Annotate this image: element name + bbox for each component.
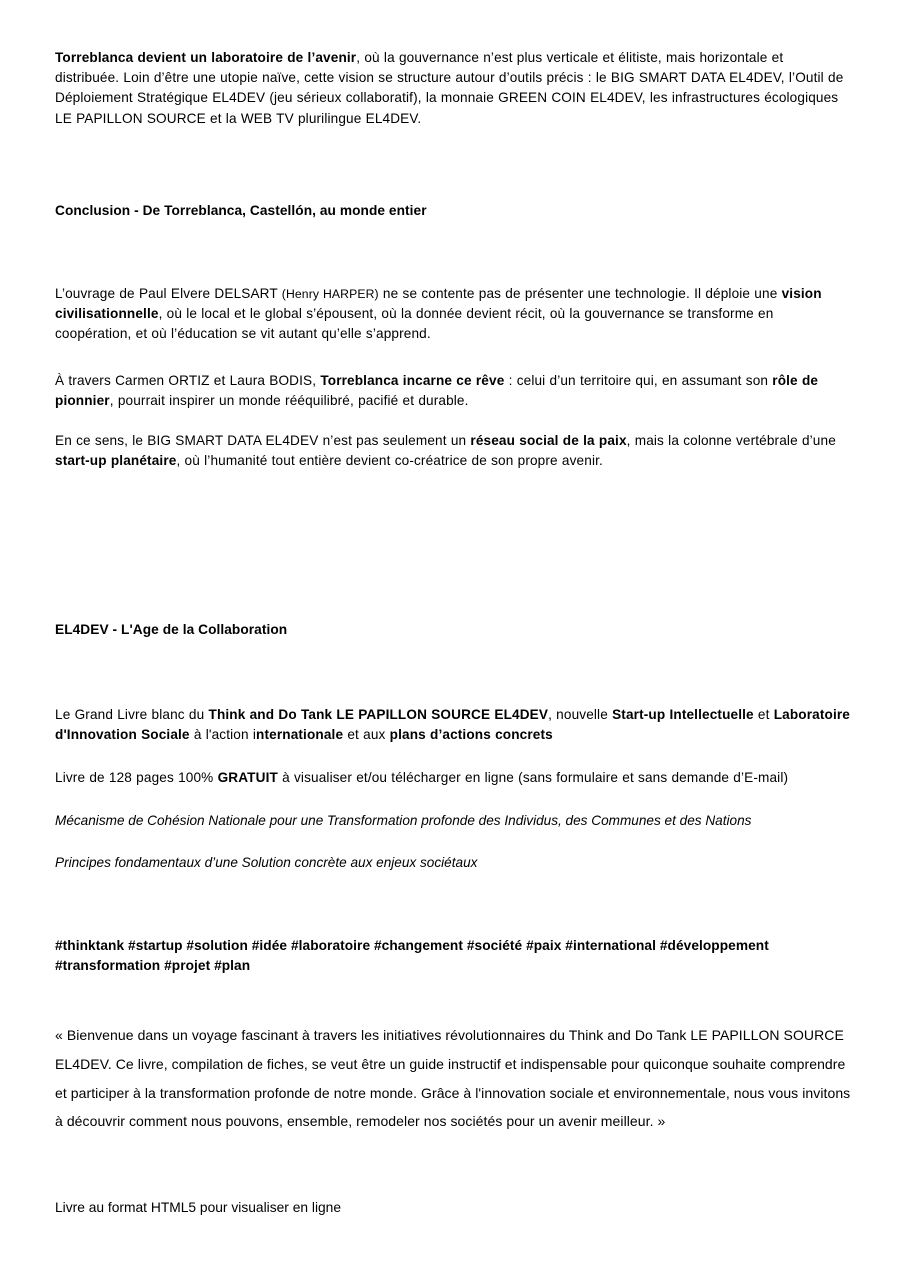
conclusion-paragraph-1-block xyxy=(55,284,850,345)
cp1-part-3: , où le local et le global s’épousent, où la donnée devient récit, où la gouvernance se transforme en coopération, et où l’éducation se vit autant qu’elle s’apprend. xyxy=(55,306,774,342)
quote-block-container xyxy=(55,1021,855,1136)
cp2-part-1: À travers Carmen ORTIZ et Laura BODIS, xyxy=(55,373,321,388)
cp3-part-3: , où l’humanité tout entière devient co-créatrice de son propre avenir. xyxy=(176,453,603,469)
footer-line-block xyxy=(55,1198,850,1218)
italic-line-2: Principes fondamentaux d’une Solution concrète aux enjeux sociétaux xyxy=(55,855,478,870)
conclusion-heading: Conclusion - De Torreblanca, Castellón, au monde entier xyxy=(55,203,427,218)
ep-bold-2: Start-up Intellectuelle xyxy=(612,707,754,722)
cp3-part-1: En ce sens, le BIG SMART DATA EL4DEV n’est pas seulement un xyxy=(55,433,471,448)
cp3-bold-2: start-up planétaire xyxy=(55,453,177,469)
intro-paragraph-block xyxy=(55,48,850,129)
cp1-part-1: L’ouvrage de Paul Elvere DELSART xyxy=(55,286,282,301)
conclusion-paragraph-2 xyxy=(55,371,850,411)
author-alias: (Henry HARPER) xyxy=(281,287,379,301)
conclusion-heading-block xyxy=(55,201,850,221)
ep-bold-5: plans d’actions concrets xyxy=(389,727,553,743)
ep-bold-1: Think and Do Tank LE PAPILLON SOURCE EL4DEV xyxy=(208,707,549,722)
ep-part-3: et xyxy=(753,707,774,722)
conclusion-paragraph-3 xyxy=(55,431,850,471)
conclusion-paragraph-1 xyxy=(55,284,850,345)
intro-paragraph xyxy=(55,48,850,129)
cp3-part-2: , mais la colonne vertébrale d’une xyxy=(626,433,836,448)
cp2-part-3: , pourrait inspirer un monde rééquilibré, pacifié et durable. xyxy=(109,393,469,409)
cp2-part-2: : celui d’un territoire qui, en assumant son xyxy=(504,373,773,388)
italic-line-1: Mécanisme de Cohésion Nationale pour une Transformation profonde des Individus, des Communes et des Nations xyxy=(55,813,752,828)
gratuit-line-block xyxy=(55,768,850,788)
ep-part-4: à l'action i xyxy=(189,727,257,743)
el4dev-heading-block xyxy=(55,620,850,640)
quote-block: « Bienvenue dans un voyage fascinant à travers les initiatives révolutionnaires du Think and Do Tank LE PAPILLON SOURCE EL4DEV. Ce livre, compilation de fiches, se veut être un guide instructif et indispensable pour quiconque souhaite comprendre et participer à la transformation profonde de notre monde. Grâce à l'innovation sociale et environnementale, nous vous invitons à découvrir comment nous pouvons, ensemble, remodeler nos sociétés pour un avenir meilleur. » xyxy=(55,1027,851,1130)
cp1-part-2: ne se contente pas de présenter une technologie. Il déploie une xyxy=(378,286,782,301)
ep-part-5: et aux xyxy=(343,727,390,743)
footer-line: Livre au format HTML5 pour visualiser en ligne xyxy=(55,1200,342,1215)
el4dev-paragraph-block xyxy=(55,705,850,745)
intro-rest-text: , où la gouvernance n’est plus verticale et élitiste, mais horizontale et distribuée. Loin d’être une utopie naïve, cette vision se structure autour d’outils précis : le BIG SMART DATA EL4DEV, l’Outil de Déploiement Stratégique EL4DEV (jeu sérieux collaboratif), la monnaie GREEN COIN EL4DEV, les infrastructures écologiques LE PAPILLON SOURCE et la WEB TV plurilingue EL4DEV. xyxy=(55,50,844,126)
italic-line-2-block xyxy=(55,853,850,873)
cp2-bold-2: rôle de pionnier xyxy=(55,373,819,409)
conclusion-paragraph-3-block xyxy=(55,431,850,471)
el4dev-paragraph xyxy=(55,705,850,745)
cp1-bold-1: vision civilisationnelle xyxy=(55,286,822,322)
gr-part-1: Livre de 128 pages 100% xyxy=(55,770,218,785)
ep-bold-4: nternationale xyxy=(256,727,344,743)
italic-line-1-block xyxy=(55,811,850,831)
intro-bold-lead: Torreblanca devient un laboratoire de l’avenir xyxy=(55,50,357,65)
cp2-bold-1: Torreblanca incarne ce rêve xyxy=(320,373,505,388)
conclusion-paragraph-2-block xyxy=(55,371,850,411)
hashtags-line: #thinktank #startup #solution #idée #laboratoire #changement #société #paix #international #développement #transformation #projet #plan xyxy=(55,938,769,974)
ep-part-1: Le Grand Livre blanc du xyxy=(55,707,209,722)
ep-part-2: , nouvelle xyxy=(548,707,613,722)
gr-part-2: à visualiser et/ou télécharger en ligne (sans formulaire et sans demande d’E-mail) xyxy=(277,770,789,785)
gr-bold-1: GRATUIT xyxy=(217,770,278,785)
el4dev-heading: EL4DEV - L'Age de la Collaboration xyxy=(55,622,288,637)
hashtags-block xyxy=(55,936,850,977)
ep-bold-3: Laboratoire d'Innovation Sociale xyxy=(55,707,850,743)
gratuit-line xyxy=(55,768,850,788)
cp3-bold-1: réseau social de la paix xyxy=(470,433,627,448)
